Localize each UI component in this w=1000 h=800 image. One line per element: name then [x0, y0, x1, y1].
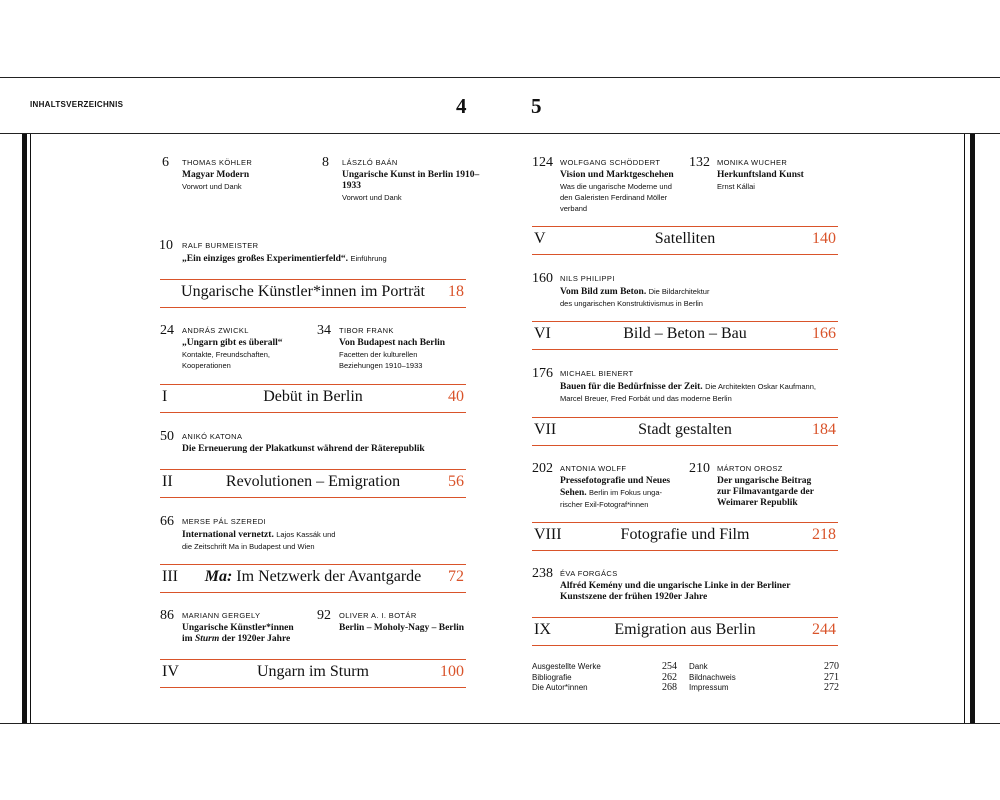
left-edge-line: [30, 134, 31, 723]
chapter-1[interactable]: I Debüt in Berlin 40: [160, 384, 466, 413]
index-item[interactable]: Bildnachweis 271: [689, 671, 839, 683]
chapter-3[interactable]: III Ma: Im Netzwerk der Avantgarde 72: [160, 564, 466, 593]
chapter-4[interactable]: IV Ungarn im Sturm 100: [160, 659, 466, 688]
page-header: [0, 78, 1000, 134]
index-item[interactable]: Die Autor*innen 268: [532, 682, 677, 693]
chapter-7[interactable]: VII Stadt gestalten 184: [532, 417, 838, 446]
index-list-right: [689, 662, 839, 694]
index-item[interactable]: Dank 270: [689, 661, 839, 672]
index-item[interactable]: Bibliografie 262: [532, 671, 677, 683]
chapter-5[interactable]: V Satelliten 140: [532, 226, 838, 255]
page-number-right: 5: [531, 94, 542, 118]
chapter-8[interactable]: VIII Fotografie und Film 218: [532, 522, 838, 551]
chapter-6[interactable]: VI Bild – Beton – Bau 166: [532, 321, 838, 350]
index-item[interactable]: Ausgestellte Werke 254: [532, 661, 677, 672]
index-list-left: [532, 662, 677, 694]
right-edge-bar: [970, 134, 975, 723]
right-edge-line: [964, 134, 965, 723]
book-spread: [0, 77, 1000, 724]
index-item[interactable]: Impressum 272: [689, 682, 839, 693]
chapter-portrait[interactable]: Ungarische Künstler*innen im Porträt 18: [160, 279, 466, 308]
chapter-9[interactable]: IX Emigration aus Berlin 244: [532, 617, 838, 646]
left-edge-bar: [22, 134, 27, 723]
section-label: INHALTSVERZEICHNIS: [30, 100, 124, 109]
page-number-left: 4: [456, 94, 467, 118]
chapter-2[interactable]: II Revolutionen – Emigration 56: [160, 469, 466, 498]
